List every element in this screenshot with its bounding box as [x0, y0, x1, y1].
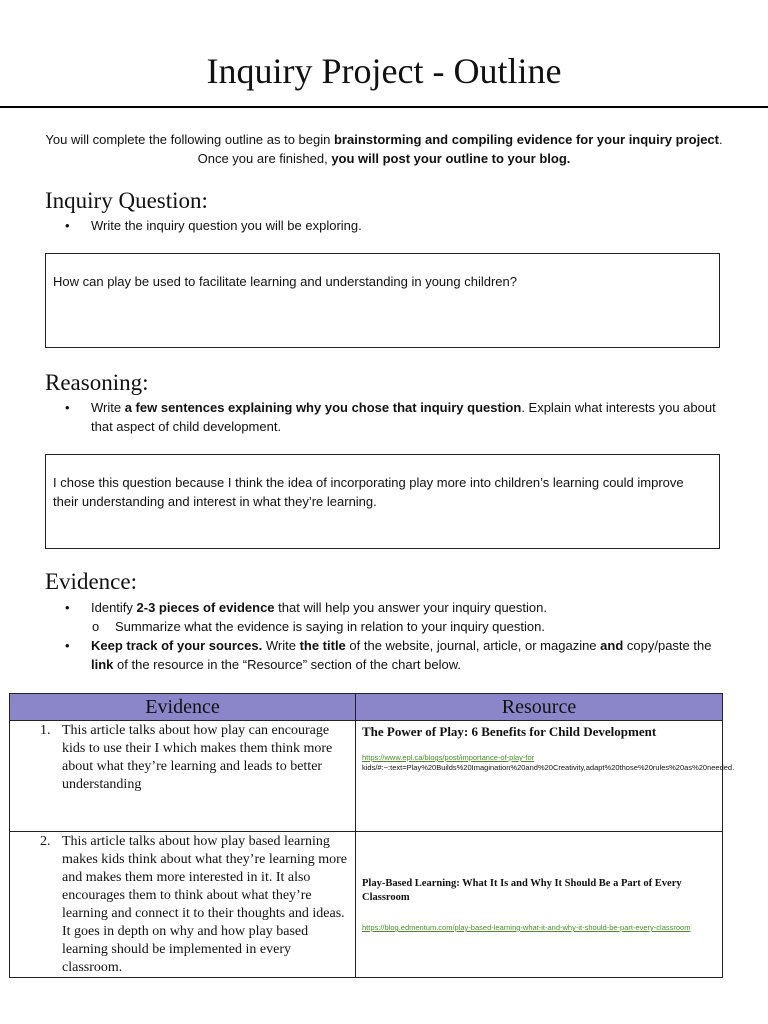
- evidence-heading: Evidence:: [45, 569, 137, 594]
- evidence-bullets: [65, 598, 730, 674]
- bullet-dot-icon: •: [65, 600, 70, 615]
- reasoning-bullet: • Write a few sentences explaining why you chose that inquiry question. Explain what interests you about that aspect of child development.: [65, 400, 716, 434]
- resource-url-tail: kids/#:~:text=Play%20Builds%20Imagination%20and%20Creativity,adapt%20those%20rules%20as%20needed.: [362, 763, 735, 772]
- bullet-dot-icon: •: [65, 400, 70, 415]
- page-title: Inquiry Project - Outline: [206, 51, 562, 91]
- bullet-dot-icon: •: [65, 218, 70, 233]
- inquiry-answer-box[interactable]: [45, 253, 720, 348]
- evidence-text: This article talks about how play based learning makes kids think about what they’re learning more and makes them more interested in it. It also encourages them to think about what they’re learning and connect it to their thoughts and ideas. It goes in depth on why and how play based learning should be implemented in every classroom.: [62, 834, 347, 975]
- resource-link[interactable]: [362, 753, 735, 773]
- resource-url[interactable]: https://blog.edmentum.com/play-based-learning-what-it-and-why-it-should-be-part-every-classroom: [362, 923, 691, 932]
- evidence-cell: [10, 721, 356, 832]
- reasoning-heading: Reasoning:: [45, 370, 149, 395]
- intro-bold-1: brainstorming and compiling evidence for your inquiry project: [333, 132, 719, 147]
- inquiry-bullet: • Write the inquiry question you will be exploring.: [65, 218, 362, 233]
- title-divider: [0, 106, 768, 108]
- reasoning-bullets: [65, 398, 730, 436]
- bullet-dot-icon: •: [65, 638, 70, 653]
- intro-bold-2: you will post your outline to your blog.: [331, 151, 571, 166]
- evidence-column-header: Evidence: [10, 694, 356, 721]
- evidence-sub-bullet: o Summarize what the evidence is saying in relation to your inquiry question.: [92, 619, 545, 634]
- evidence-cell: [10, 832, 356, 978]
- inquiry-bullets: [65, 216, 362, 235]
- inquiry-answer: How can play be used to facilitate learning and understanding in young children?: [53, 274, 517, 289]
- reasoning-answer-box[interactable]: [45, 454, 720, 549]
- resource-link[interactable]: [362, 923, 716, 933]
- resource-url[interactable]: https://www.epl.ca/blogs/post/importance-of-play-for: [362, 753, 535, 762]
- sub-bullet-icon: o: [92, 619, 100, 634]
- intro-text-2: . Once you are finished,: [197, 132, 723, 166]
- table-row: [10, 832, 723, 978]
- resource-title: The Power of Play: 6 Benefits for Child Development: [362, 724, 657, 739]
- table-header-row: [10, 694, 723, 721]
- row-number: 2.: [40, 834, 51, 849]
- table-row: [10, 721, 723, 832]
- inquiry-heading: Inquiry Question:: [45, 188, 208, 213]
- evidence-table: [9, 693, 735, 978]
- row-number: 1.: [40, 723, 51, 738]
- reasoning-answer: I chose this question because I think the idea of incorporating play more into children’s learning could improve their understanding and interest in what they’re learning.: [53, 475, 684, 509]
- resource-cell: [356, 721, 735, 832]
- intro-paragraph: [40, 130, 728, 168]
- resource-title: Play-Based Learning: What It Is and Why It Should Be a Part of Every Classroom: [362, 878, 682, 903]
- evidence-bullet-1: • Identify 2-3 pieces of evidence that will help you answer your inquiry question.: [65, 600, 547, 615]
- evidence-text: This article talks about how play can encourage kids to use their I which makes them think more about what they’re learning and leads to better understanding: [62, 723, 333, 792]
- evidence-bullet-2: • Keep track of your sources. Write the title of the website, journal, article, or magazine and copy/paste the link of the resource in the “Resource” section of the chart below.: [65, 638, 712, 672]
- resource-column-header: Resource: [356, 694, 723, 721]
- resource-cell: [356, 832, 723, 978]
- intro-text-1: You will complete the following outline as to begin: [45, 132, 334, 147]
